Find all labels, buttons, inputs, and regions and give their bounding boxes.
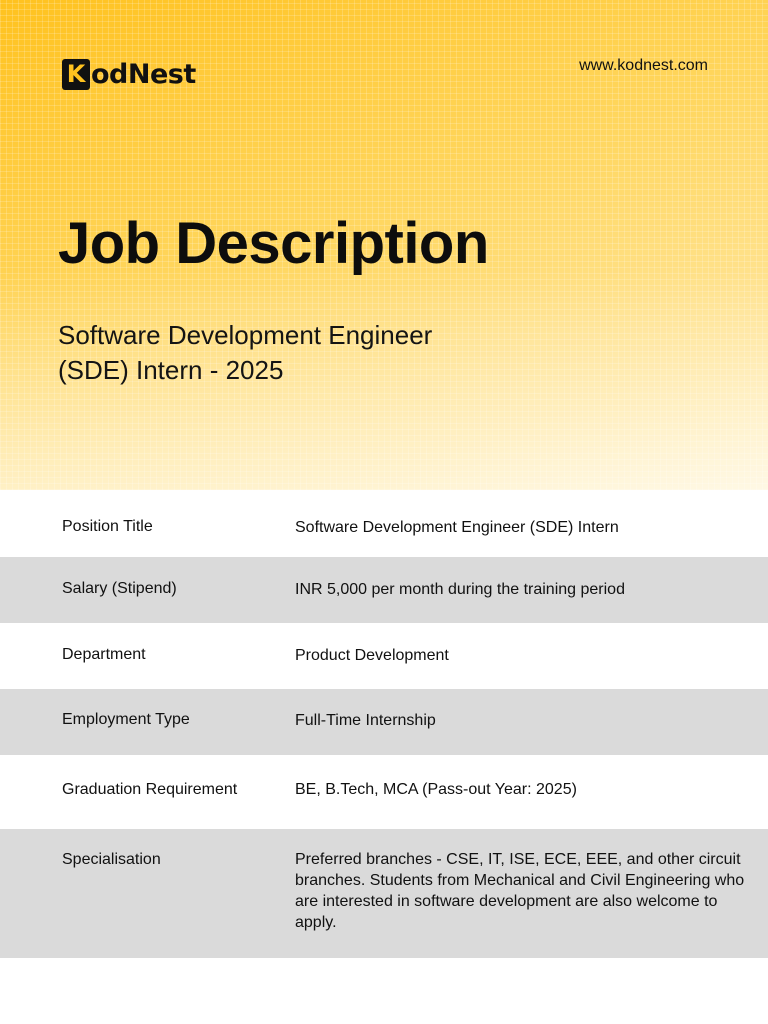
row-value: BE, B.Tech, MCA (Pass-out Year: 2025) — [295, 781, 577, 798]
row-label: Position Title — [62, 518, 153, 535]
row-value: Product Development — [295, 647, 449, 664]
row-value: Full-Time Internship — [295, 712, 436, 729]
page-title: Job Description — [58, 211, 489, 276]
row-label: Employment Type — [62, 711, 190, 728]
table-row — [0, 557, 768, 623]
row-value: INR 5,000 per month during the training period — [295, 581, 625, 598]
row-value: Preferred branches - CSE, IT, ISE, ECE, EEE, and other circuit branches. Students from Mechanical and Civil Engineering who are interested in software development are also welcome to apply. — [295, 851, 745, 931]
table-row — [0, 623, 768, 689]
website-url: www.kodnest.com — [579, 57, 708, 74]
subtitle-line-1: Software Development Engineer — [58, 320, 433, 350]
subtitle-line-2: (SDE) Intern - 2025 — [58, 355, 284, 385]
table-row — [0, 829, 768, 958]
row-label: Specialisation — [62, 851, 161, 868]
table-row — [0, 755, 768, 829]
job-details-table — [0, 490, 768, 958]
row-value: Software Development Engineer (SDE) Intern — [295, 519, 619, 536]
logo-k-icon: K — [62, 59, 90, 90]
header-banner — [0, 0, 768, 490]
row-label: Department — [62, 646, 146, 663]
job-subtitle — [58, 318, 518, 388]
table-row — [0, 490, 768, 557]
row-label: Salary (Stipend) — [62, 580, 177, 597]
logo-wordmark: odNest — [91, 58, 196, 90]
table-row — [0, 689, 768, 755]
kodnest-logo — [62, 57, 196, 91]
row-label: Graduation Requirement — [62, 781, 238, 798]
